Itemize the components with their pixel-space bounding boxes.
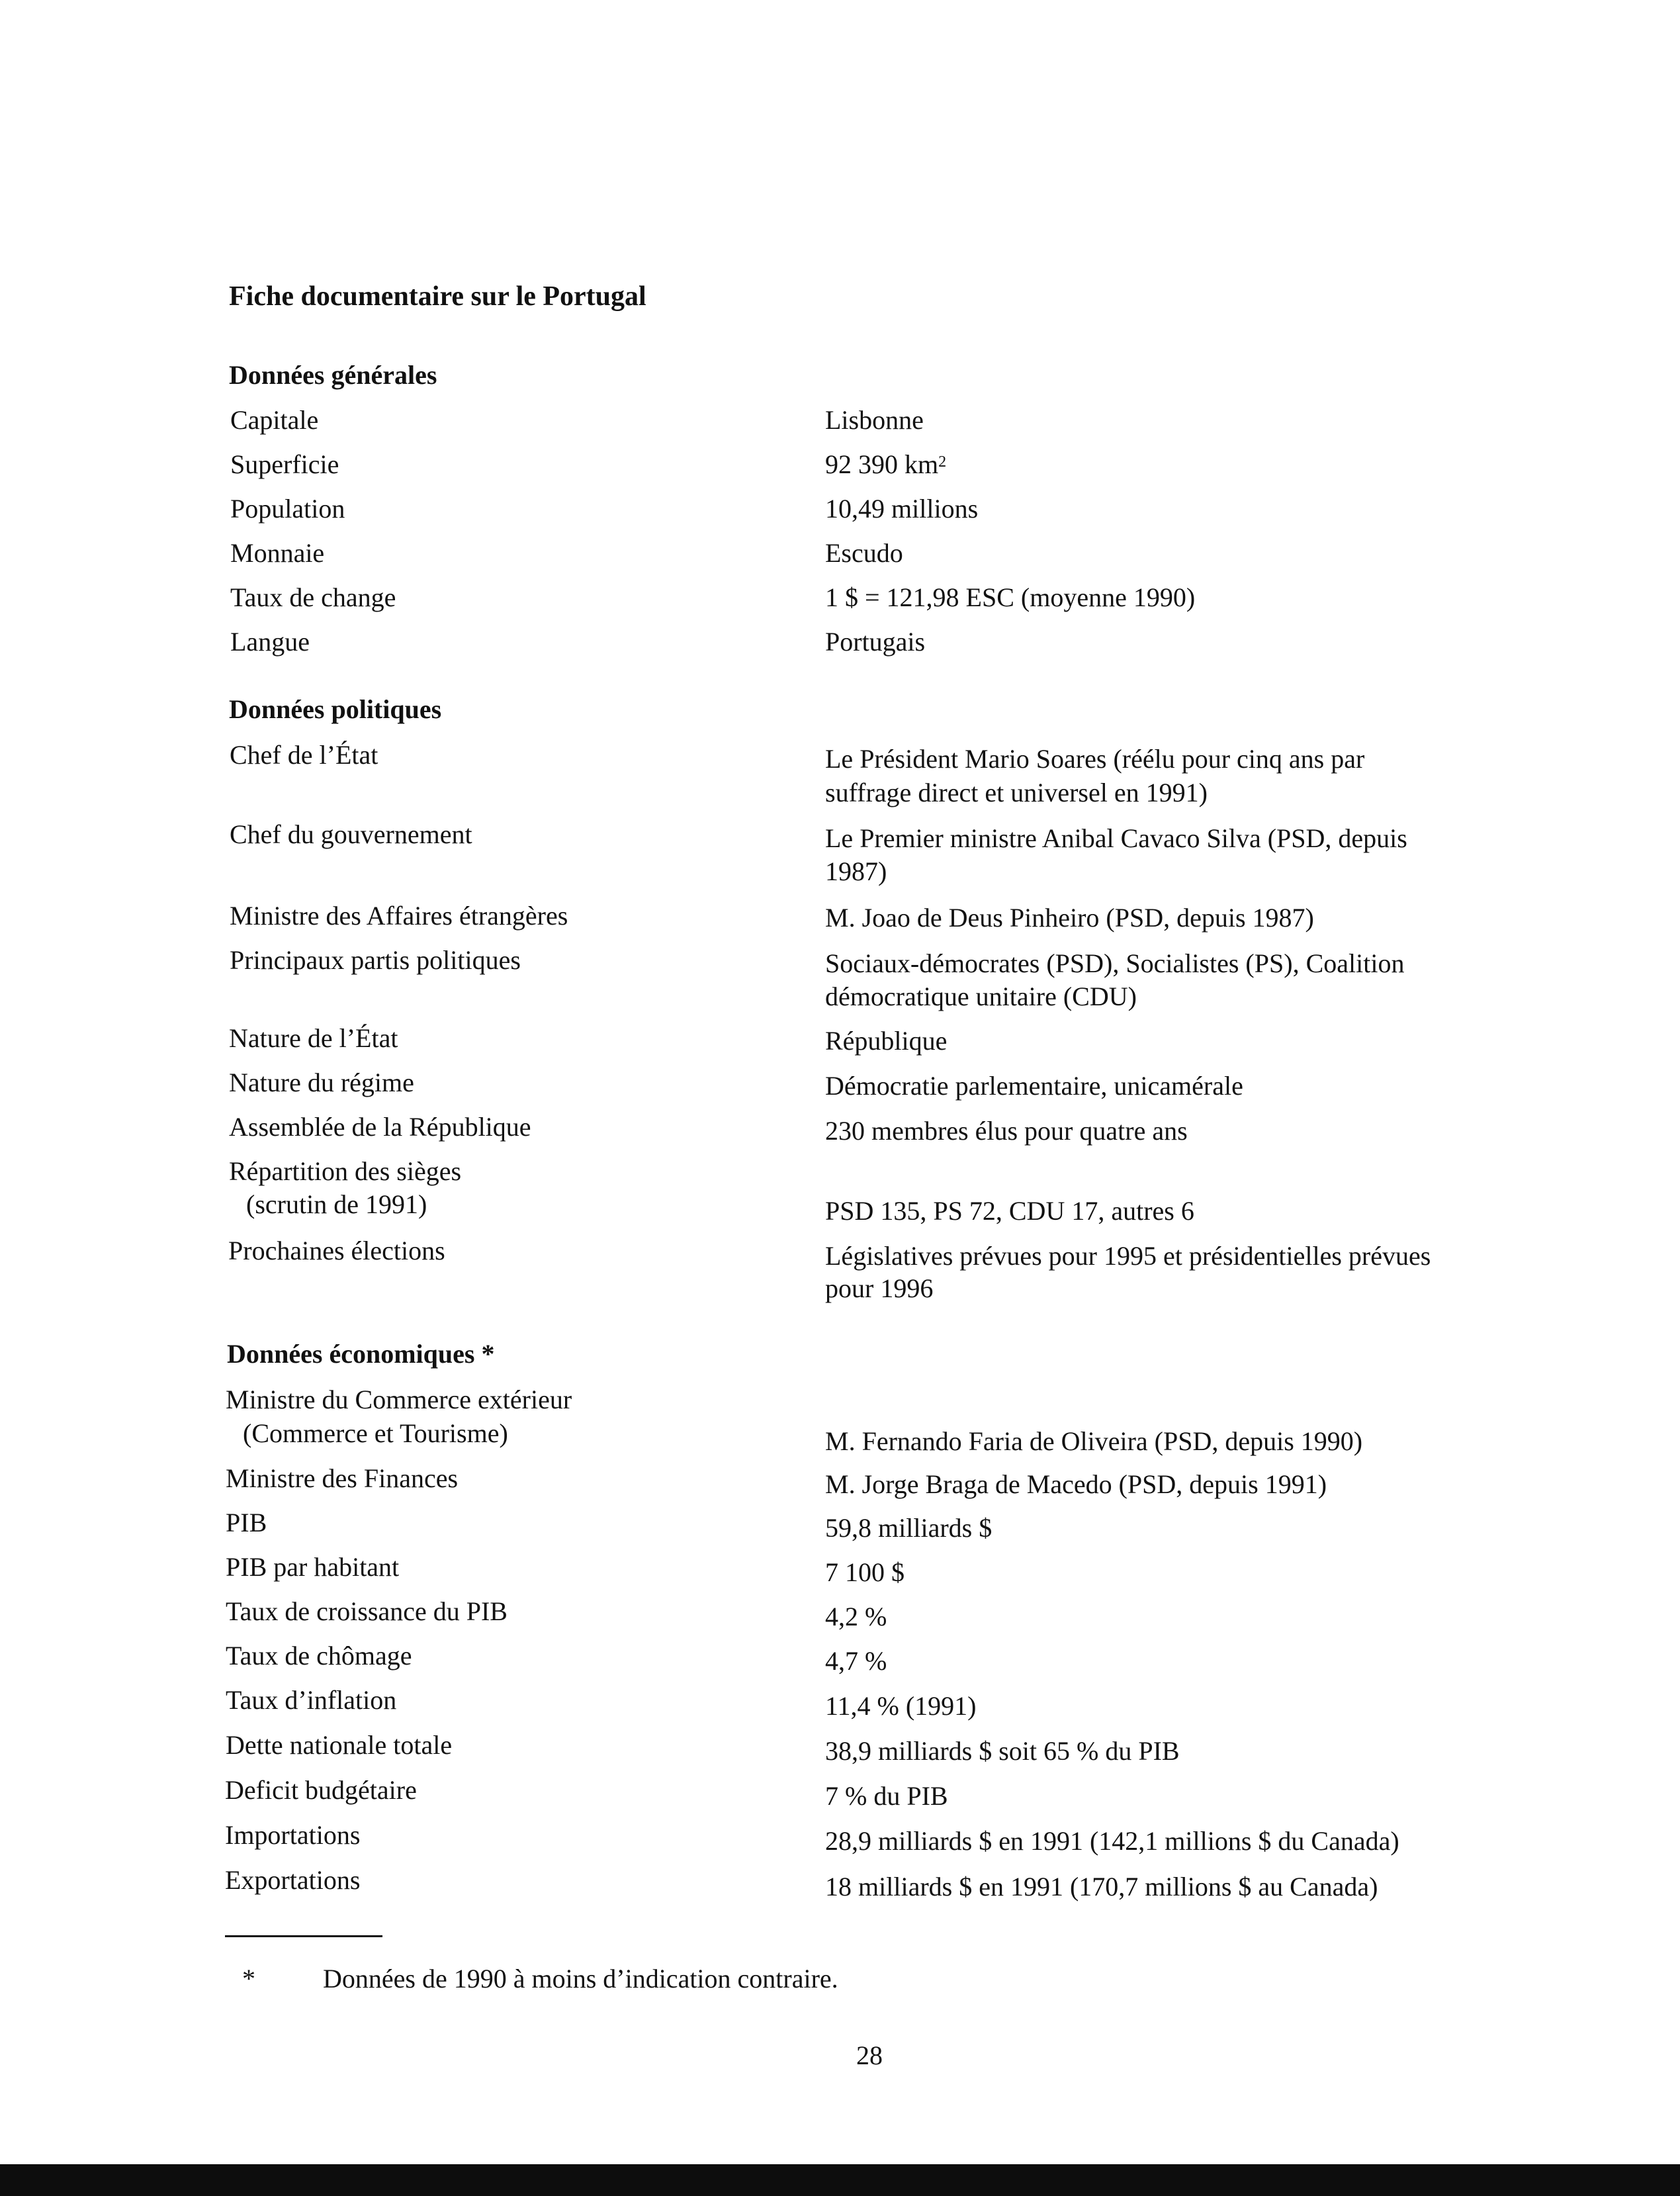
- value-partis-politiques-line1: Sociaux-démocrates (PSD), Socialistes (PS), Coalition: [825, 948, 1405, 978]
- scan-border: [0, 2164, 1680, 2196]
- label-exportations: Exportations: [225, 1865, 361, 1895]
- value-dette-nationale: 38,9 milliards $ soit 65 % du PIB: [825, 1736, 1180, 1766]
- value-taux-de-change: 1 $ = 121,98 ESC (moyenne 1990): [825, 582, 1196, 612]
- value-importations: 28,9 milliards $ en 1991 (142,1 millions $ du Canada): [825, 1826, 1399, 1856]
- value-pib: 59,8 milliards $: [825, 1513, 993, 1543]
- section-heading-political: Données politiques: [229, 694, 442, 724]
- label-nature-etat: Nature de l’État: [229, 1023, 398, 1053]
- label-monnaie: Monnaie: [230, 538, 325, 568]
- footnote-marker: *: [242, 1964, 255, 1993]
- label-repartition-sieges-line2: (scrutin de 1991): [246, 1189, 427, 1219]
- value-population: 10,49 millions: [825, 494, 979, 524]
- page-number: 28: [856, 2040, 883, 2070]
- value-assemblee: 230 membres élus pour quatre ans: [825, 1116, 1188, 1146]
- value-capitale: Lisbonne: [825, 405, 924, 435]
- label-langue: Langue: [230, 627, 310, 657]
- section-heading-economic: Données économiques *: [227, 1339, 495, 1369]
- value-nature-etat: République: [825, 1026, 948, 1056]
- section-heading-general: Données générales: [229, 360, 437, 390]
- superscript: 2: [938, 453, 947, 471]
- label-prochaines-elections: Prochaines élections: [228, 1236, 445, 1265]
- value-deficit-budgetaire: 7 % du PIB: [825, 1781, 948, 1811]
- label-importations: Importations: [225, 1820, 361, 1850]
- label-population: Population: [230, 494, 345, 524]
- footnote-text: Données de 1990 à moins d’indication contraire.: [323, 1964, 838, 1993]
- value-superficie: [825, 448, 946, 481]
- value-pib-par-habitant: 7 100 $: [825, 1557, 905, 1587]
- label-deficit-budgetaire: Deficit budgétaire: [225, 1775, 417, 1805]
- value-prochaines-elections-line1: Législatives prévues pour 1995 et présidentielles prévues: [825, 1241, 1431, 1271]
- value-ministre-affaires-etrangeres: M. Joao de Deus Pinheiro (PSD, depuis 1987): [825, 903, 1314, 933]
- label-chef-gouvernement: Chef du gouvernement: [230, 819, 472, 849]
- value-nature-regime: Démocratie parlementaire, unicamérale: [825, 1071, 1243, 1101]
- value-partis-politiques-line2: démocratique unitaire (CDU): [825, 982, 1137, 1011]
- value-chef-etat-line1: Le Président Mario Soares (réélu pour cinq ans par: [825, 744, 1365, 774]
- label-pib-par-habitant: PIB par habitant: [226, 1552, 400, 1582]
- label-repartition-sieges-line1: Répartition des sièges: [229, 1156, 462, 1186]
- label-capitale: Capitale: [230, 405, 319, 435]
- label-superficie: Superficie: [230, 449, 339, 479]
- value-langue: Portugais: [825, 627, 926, 657]
- value-chef-etat-line2: suffrage direct et universel en 1991): [825, 778, 1208, 807]
- value-repartition-sieges: PSD 135, PS 72, CDU 17, autres 6: [825, 1196, 1194, 1226]
- value-chef-gouvernement-line2: 1987): [825, 856, 887, 886]
- label-ministre-finances: Ministre des Finances: [226, 1463, 459, 1493]
- label-taux-chomage: Taux de chômage: [226, 1641, 412, 1670]
- value-monnaie: Escudo: [825, 538, 903, 568]
- label-taux-de-change: Taux de change: [230, 582, 396, 612]
- value-prochaines-elections-line2: pour 1996: [825, 1273, 934, 1303]
- value-ministre-commerce: M. Fernando Faria de Oliveira (PSD, depuis 1990): [825, 1426, 1363, 1456]
- label-ministre-commerce-line2: (Commerce et Tourisme): [243, 1418, 508, 1448]
- value-superficie-text: 92 390 km: [825, 449, 939, 479]
- label-assemblee: Assemblée de la République: [229, 1112, 531, 1142]
- label-taux-croissance: Taux de croissance du PIB: [226, 1596, 508, 1626]
- value-taux-croissance: 4,2 %: [825, 1602, 887, 1631]
- value-taux-chomage: 4,7 %: [825, 1646, 887, 1676]
- value-exportations: 18 milliards $ en 1991 (170,7 millions $ au Canada): [825, 1872, 1378, 1901]
- label-taux-inflation: Taux d’inflation: [226, 1685, 397, 1715]
- value-ministre-finances: M. Jorge Braga de Macedo (PSD, depuis 1991): [825, 1469, 1327, 1499]
- label-dette-nationale: Dette nationale totale: [226, 1730, 453, 1760]
- label-pib: PIB: [226, 1508, 267, 1537]
- label-ministre-commerce-line1: Ministre du Commerce extérieur: [226, 1385, 572, 1414]
- page-title: Fiche documentaire sur le Portugal: [229, 281, 646, 312]
- value-chef-gouvernement-line1: Le Premier ministre Anibal Cavaco Silva (PSD, depuis: [825, 823, 1407, 853]
- label-ministre-affaires-etrangeres: Ministre des Affaires étrangères: [230, 901, 568, 931]
- footnote-divider: [225, 1935, 382, 1937]
- value-taux-inflation: 11,4 % (1991): [825, 1691, 977, 1721]
- label-nature-regime: Nature du régime: [229, 1068, 414, 1097]
- label-partis-politiques: Principaux partis politiques: [230, 945, 521, 975]
- label-chef-etat: Chef de l’État: [230, 740, 378, 770]
